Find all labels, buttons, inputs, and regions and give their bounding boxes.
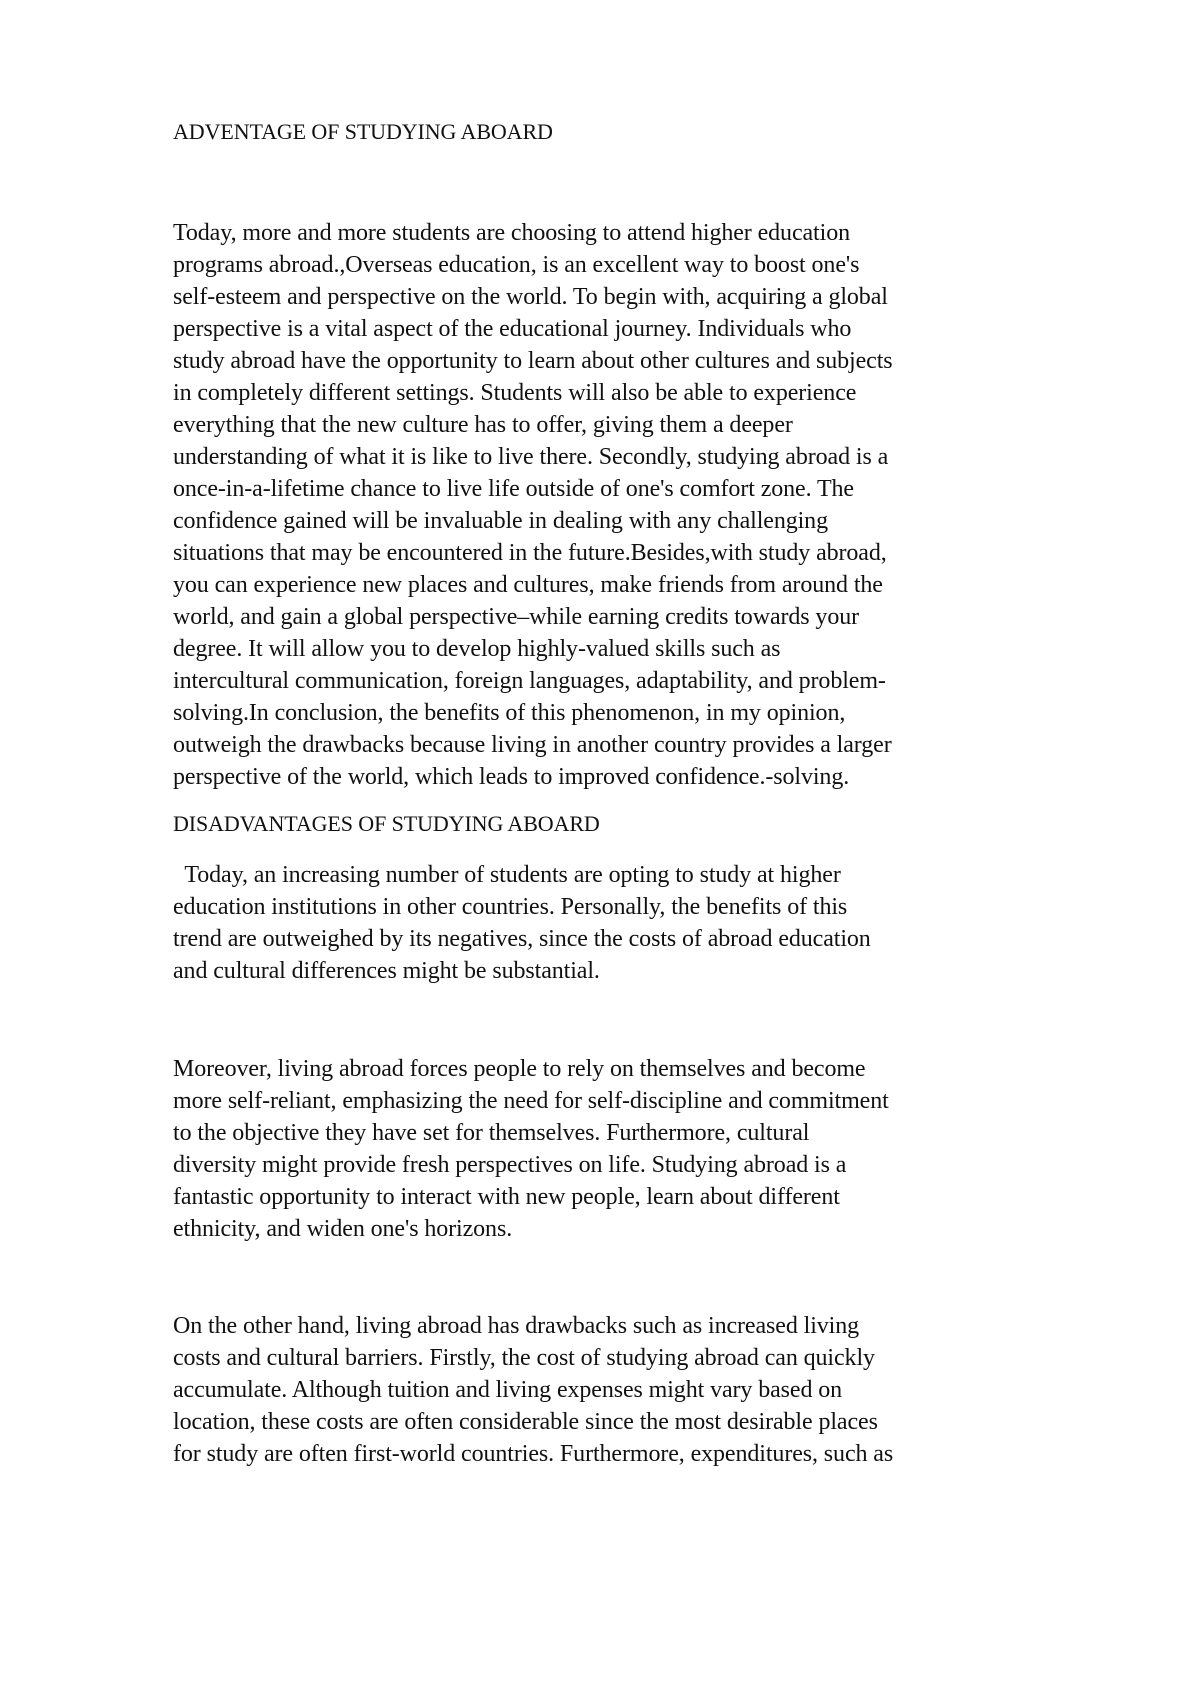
text-line: Today, an increasing number of students are opting to study at higher [173, 862, 841, 888]
text-line: for study are often first-world countries. Furthermore, expenditures, such as [173, 1441, 894, 1467]
section-heading-advantages: ADVENTAGE OF STUDYING ABOARD [173, 119, 553, 144]
text-line: outweigh the drawbacks because living in another country provides a larger [173, 732, 892, 758]
text-line: location, these costs are often considerable since the most desirable places [173, 1409, 878, 1435]
text-line: and cultural differences might be substantial. [173, 958, 600, 984]
text-line: accumulate. Although tuition and living expenses might vary based on [173, 1377, 843, 1403]
text-line: degree. It will allow you to develop highly-valued skills such as [173, 636, 781, 662]
text-line: understanding of what it is like to live there. Secondly, studying abroad is a [173, 444, 889, 470]
text-line: ethnicity, and widen one's horizons. [173, 1216, 513, 1242]
text-line: everything that the new culture has to offer, giving them a deeper [173, 412, 793, 438]
text-line: education institutions in other countries. Personally, the benefits of this [173, 894, 848, 920]
text-line: diversity might provide fresh perspectives on life. Studying abroad is a [173, 1152, 847, 1178]
text-line: fantastic opportunity to interact with new people, learn about different [173, 1184, 840, 1210]
text-line: you can experience new places and cultures, make friends from around the [173, 572, 883, 598]
text-line: Moreover, living abroad forces people to rely on themselves and become [173, 1056, 866, 1082]
text-line: study abroad have the opportunity to learn about other cultures and subjects [173, 348, 893, 374]
text-line: intercultural communication, foreign languages, adaptability, and problem- [173, 668, 886, 694]
text-line: Today, more and more students are choosing to attend higher education [173, 220, 850, 246]
text-line: more self-reliant, emphasizing the need for self-discipline and commitment [173, 1088, 889, 1114]
text-line: perspective is a vital aspect of the educational journey. Individuals who [173, 316, 852, 342]
text-line: On the other hand, living abroad has drawbacks such as increased living [173, 1313, 860, 1339]
section-heading-disadvantages: DISADVANTAGES OF STUDYING ABOARD [173, 811, 600, 836]
text-line: world, and gain a global perspective–while earning credits towards your [173, 604, 860, 630]
text-line: perspective of the world, which leads to improved confidence.-solving. [173, 764, 850, 790]
text-line: once-in-a-lifetime chance to live life outside of one's comfort zone. The [173, 476, 854, 502]
text-line: solving.In conclusion, the benefits of this phenomenon, in my opinion, [173, 700, 846, 726]
text-line: programs abroad.,Overseas education, is an excellent way to boost one's [173, 252, 860, 278]
text-line: situations that may be encountered in the future.Besides,with study abroad, [173, 540, 887, 566]
text-line: in completely different settings. Students will also be able to experience [173, 380, 857, 406]
text-line: to the objective they have set for themselves. Furthermore, cultural [173, 1120, 810, 1146]
text-line: costs and cultural barriers. Firstly, the cost of studying abroad can quickly [173, 1345, 875, 1371]
text-line: trend are outweighed by its negatives, since the costs of abroad education [173, 926, 871, 952]
text-line: self-esteem and perspective on the world. To begin with, acquiring a global [173, 284, 888, 310]
text-line: confidence gained will be invaluable in dealing with any challenging [173, 508, 828, 534]
